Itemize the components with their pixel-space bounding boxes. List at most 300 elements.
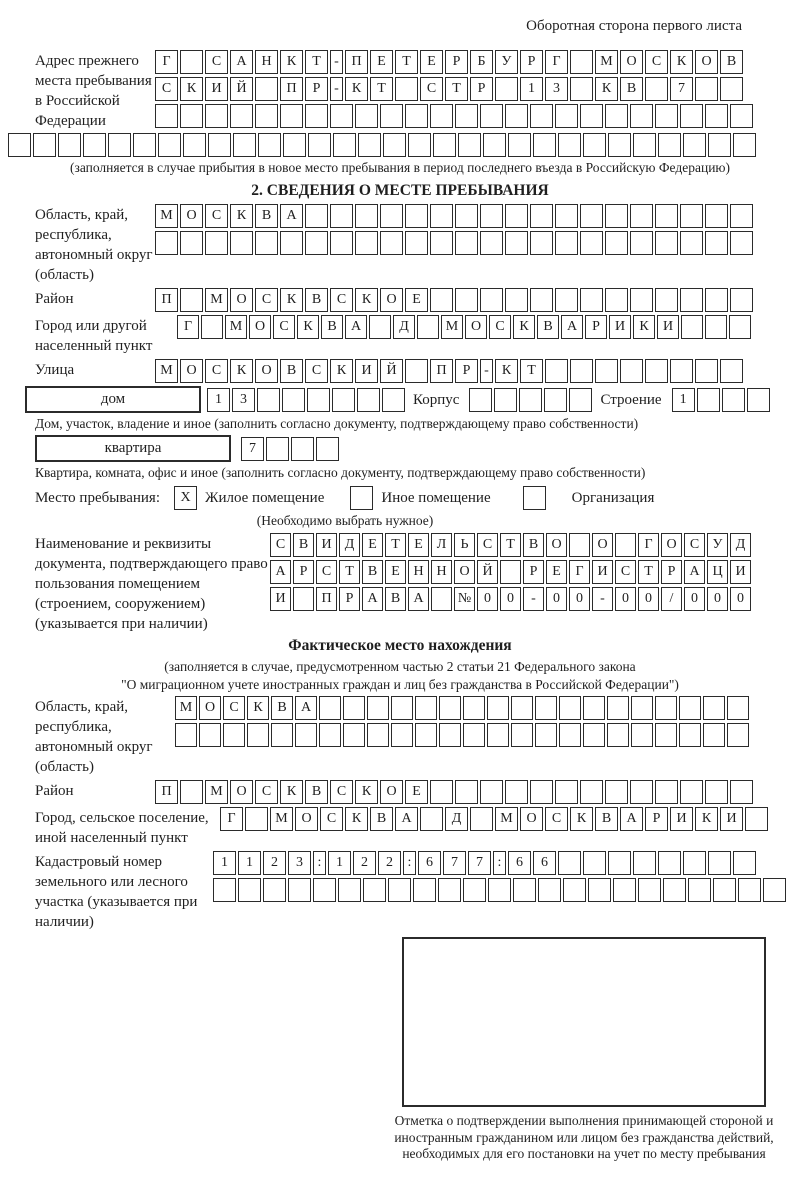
form-cell[interactable]: [430, 204, 453, 228]
form-cell[interactable]: [630, 231, 653, 255]
form-cell[interactable]: С: [223, 696, 245, 720]
form-cell[interactable]: [511, 696, 533, 720]
form-cell[interactable]: №: [454, 587, 475, 611]
form-cell[interactable]: С: [273, 315, 295, 339]
form-cell[interactable]: Т: [339, 560, 360, 584]
form-cell[interactable]: [33, 133, 56, 157]
form-cell[interactable]: [415, 723, 437, 747]
form-cell[interactable]: [583, 851, 606, 875]
form-cell[interactable]: [201, 315, 223, 339]
form-cell[interactable]: [680, 288, 703, 312]
form-cell[interactable]: [530, 780, 553, 804]
form-cell[interactable]: [730, 231, 753, 255]
form-cell[interactable]: [729, 315, 751, 339]
form-cell[interactable]: [620, 359, 643, 383]
form-cell[interactable]: А: [620, 807, 643, 831]
form-cell[interactable]: К: [297, 315, 319, 339]
form-cell[interactable]: С: [489, 315, 511, 339]
form-cell[interactable]: 1: [520, 77, 543, 101]
form-cell[interactable]: [655, 723, 677, 747]
form-cell[interactable]: [655, 288, 678, 312]
form-cell[interactable]: [405, 204, 428, 228]
form-cell[interactable]: О: [454, 560, 475, 584]
form-cell[interactable]: [280, 231, 303, 255]
form-cell[interactable]: [430, 780, 453, 804]
form-cell[interactable]: [680, 104, 703, 128]
form-cell[interactable]: М: [495, 807, 518, 831]
form-cell[interactable]: [705, 288, 728, 312]
form-cell[interactable]: Ц: [707, 560, 728, 584]
form-cell[interactable]: О: [695, 50, 718, 74]
form-cell[interactable]: С: [330, 780, 353, 804]
form-cell[interactable]: [319, 723, 341, 747]
form-cell[interactable]: [463, 723, 485, 747]
form-cell[interactable]: [257, 388, 280, 412]
form-cell[interactable]: У: [495, 50, 518, 74]
form-cell[interactable]: [588, 878, 611, 902]
form-cell[interactable]: С: [255, 288, 278, 312]
form-cell[interactable]: [679, 696, 701, 720]
form-cell[interactable]: [608, 133, 631, 157]
form-cell[interactable]: К: [695, 807, 718, 831]
form-cell[interactable]: [380, 231, 403, 255]
form-cell[interactable]: 3: [232, 388, 255, 412]
form-cell[interactable]: С: [316, 560, 337, 584]
form-cell[interactable]: [355, 231, 378, 255]
form-cell[interactable]: С: [330, 288, 353, 312]
form-cell[interactable]: Т: [370, 77, 393, 101]
form-cell[interactable]: [511, 723, 533, 747]
form-cell[interactable]: Й: [230, 77, 253, 101]
form-cell[interactable]: [535, 723, 557, 747]
form-cell[interactable]: [519, 388, 542, 412]
form-cell[interactable]: [580, 780, 603, 804]
form-cell[interactable]: [205, 231, 228, 255]
form-cell[interactable]: Н: [255, 50, 278, 74]
form-cell[interactable]: С: [255, 780, 278, 804]
form-cell[interactable]: [213, 878, 236, 902]
form-cell[interactable]: [645, 77, 668, 101]
form-cell[interactable]: О: [255, 359, 278, 383]
form-cell[interactable]: Е: [370, 50, 393, 74]
form-cell[interactable]: К: [247, 696, 269, 720]
form-cell[interactable]: [580, 204, 603, 228]
form-cell[interactable]: [530, 231, 553, 255]
form-cell[interactable]: [683, 851, 706, 875]
form-cell[interactable]: О: [592, 533, 613, 557]
form-cell[interactable]: [291, 437, 314, 461]
form-cell[interactable]: [369, 315, 391, 339]
form-cell[interactable]: С: [320, 807, 343, 831]
form-cell[interactable]: [255, 104, 278, 128]
form-cell[interactable]: [613, 878, 636, 902]
form-cell[interactable]: [83, 133, 106, 157]
form-cell[interactable]: Т: [445, 77, 468, 101]
form-cell[interactable]: [559, 696, 581, 720]
form-cell[interactable]: В: [595, 807, 618, 831]
form-cell[interactable]: [631, 723, 653, 747]
form-cell[interactable]: О: [661, 533, 682, 557]
form-cell[interactable]: В: [537, 315, 559, 339]
form-cell[interactable]: О: [520, 807, 543, 831]
form-cell[interactable]: [605, 780, 628, 804]
form-cell[interactable]: [505, 231, 528, 255]
form-cell[interactable]: С: [270, 533, 291, 557]
form-cell[interactable]: [630, 104, 653, 128]
form-cell[interactable]: К: [633, 315, 655, 339]
form-cell[interactable]: [483, 133, 506, 157]
form-cell[interactable]: [555, 104, 578, 128]
form-cell[interactable]: [655, 696, 677, 720]
form-cell[interactable]: [747, 388, 770, 412]
form-cell[interactable]: [558, 133, 581, 157]
form-cell[interactable]: [305, 231, 328, 255]
form-cell[interactable]: К: [570, 807, 593, 831]
form-cell[interactable]: [638, 878, 661, 902]
form-cell[interactable]: А: [270, 560, 291, 584]
form-cell[interactable]: [633, 851, 656, 875]
form-cell[interactable]: [708, 133, 731, 157]
form-cell[interactable]: В: [271, 696, 293, 720]
form-cell[interactable]: [247, 723, 269, 747]
form-cell[interactable]: [730, 204, 753, 228]
form-cell[interactable]: [433, 133, 456, 157]
form-cell[interactable]: [680, 204, 703, 228]
form-cell[interactable]: В: [255, 204, 278, 228]
form-cell[interactable]: К: [345, 807, 368, 831]
form-cell[interactable]: А: [408, 587, 429, 611]
form-cell[interactable]: [438, 878, 461, 902]
form-cell[interactable]: [713, 878, 736, 902]
form-cell[interactable]: Д: [339, 533, 360, 557]
form-cell[interactable]: [330, 204, 353, 228]
form-cell[interactable]: 7: [241, 437, 264, 461]
form-cell[interactable]: О: [295, 807, 318, 831]
form-cell[interactable]: [655, 231, 678, 255]
form-cell[interactable]: К: [355, 780, 378, 804]
form-cell[interactable]: Й: [477, 560, 498, 584]
form-cell[interactable]: [583, 723, 605, 747]
form-cell[interactable]: [494, 388, 517, 412]
form-cell[interactable]: 0: [477, 587, 498, 611]
form-cell[interactable]: [680, 780, 703, 804]
form-cell[interactable]: И: [720, 807, 743, 831]
form-cell[interactable]: Е: [362, 533, 383, 557]
form-cell[interactable]: [282, 388, 305, 412]
form-cell[interactable]: [695, 359, 718, 383]
form-cell[interactable]: И: [205, 77, 228, 101]
form-cell[interactable]: 0: [546, 587, 567, 611]
form-cell[interactable]: [343, 696, 365, 720]
form-cell[interactable]: Б: [470, 50, 493, 74]
form-cell[interactable]: М: [595, 50, 618, 74]
form-cell[interactable]: [283, 133, 306, 157]
form-cell[interactable]: 0: [569, 587, 590, 611]
form-cell[interactable]: К: [495, 359, 518, 383]
form-cell[interactable]: М: [205, 288, 228, 312]
form-cell[interactable]: Е: [385, 560, 406, 584]
form-cell[interactable]: [295, 723, 317, 747]
form-cell[interactable]: Т: [395, 50, 418, 74]
form-cell[interactable]: [333, 133, 356, 157]
form-cell[interactable]: 1: [672, 388, 695, 412]
form-cell[interactable]: [263, 878, 286, 902]
form-cell[interactable]: Д: [445, 807, 468, 831]
form-cell[interactable]: :: [313, 851, 326, 875]
form-cell[interactable]: [655, 780, 678, 804]
form-cell[interactable]: [338, 878, 361, 902]
form-cell[interactable]: В: [293, 533, 314, 557]
form-cell[interactable]: [679, 723, 701, 747]
form-cell[interactable]: [245, 807, 268, 831]
form-cell[interactable]: Р: [293, 560, 314, 584]
form-cell[interactable]: [155, 231, 178, 255]
form-cell[interactable]: М: [205, 780, 228, 804]
form-cell[interactable]: [155, 104, 178, 128]
form-cell[interactable]: [703, 723, 725, 747]
form-cell[interactable]: [391, 696, 413, 720]
form-cell[interactable]: И: [657, 315, 679, 339]
form-cell[interactable]: [108, 133, 131, 157]
form-cell[interactable]: [615, 533, 636, 557]
form-cell[interactable]: К: [330, 359, 353, 383]
form-cell[interactable]: Н: [408, 560, 429, 584]
form-cell[interactable]: 0: [707, 587, 728, 611]
form-cell[interactable]: [683, 133, 706, 157]
form-cell[interactable]: [430, 231, 453, 255]
form-cell[interactable]: /: [661, 587, 682, 611]
form-cell[interactable]: [271, 723, 293, 747]
form-cell[interactable]: [355, 104, 378, 128]
form-cell[interactable]: [670, 359, 693, 383]
apartment-type-box[interactable]: [35, 435, 231, 462]
form-cell[interactable]: [480, 288, 503, 312]
form-cell[interactable]: 7: [468, 851, 491, 875]
form-cell[interactable]: [555, 231, 578, 255]
form-cell[interactable]: [655, 104, 678, 128]
form-cell[interactable]: [238, 878, 261, 902]
form-cell[interactable]: Т: [638, 560, 659, 584]
form-cell[interactable]: -: [330, 77, 343, 101]
form-cell[interactable]: [605, 288, 628, 312]
form-cell[interactable]: Ь: [454, 533, 475, 557]
form-cell[interactable]: [183, 133, 206, 157]
form-cell[interactable]: [199, 723, 221, 747]
form-cell[interactable]: [288, 878, 311, 902]
form-cell[interactable]: [470, 807, 493, 831]
form-cell[interactable]: [655, 204, 678, 228]
form-cell[interactable]: -: [330, 50, 343, 74]
form-cell[interactable]: [266, 437, 289, 461]
form-cell[interactable]: [658, 851, 681, 875]
form-cell[interactable]: Й: [380, 359, 403, 383]
form-cell[interactable]: А: [345, 315, 367, 339]
form-cell[interactable]: [180, 50, 203, 74]
residential-checkbox[interactable]: X: [174, 486, 197, 510]
form-cell[interactable]: О: [380, 288, 403, 312]
form-cell[interactable]: [583, 133, 606, 157]
form-cell[interactable]: [513, 878, 536, 902]
form-cell[interactable]: М: [175, 696, 197, 720]
form-cell[interactable]: [658, 133, 681, 157]
form-cell[interactable]: [305, 204, 328, 228]
form-cell[interactable]: М: [155, 204, 178, 228]
form-cell[interactable]: 0: [500, 587, 521, 611]
form-cell[interactable]: П: [155, 780, 178, 804]
form-cell[interactable]: [455, 204, 478, 228]
form-cell[interactable]: [308, 133, 331, 157]
form-cell[interactable]: [631, 696, 653, 720]
form-cell[interactable]: [530, 204, 553, 228]
form-cell[interactable]: [681, 315, 703, 339]
form-cell[interactable]: П: [430, 359, 453, 383]
form-cell[interactable]: [645, 359, 668, 383]
form-cell[interactable]: [605, 104, 628, 128]
form-cell[interactable]: [733, 851, 756, 875]
form-cell[interactable]: У: [707, 533, 728, 557]
form-cell[interactable]: [458, 133, 481, 157]
form-cell[interactable]: [480, 104, 503, 128]
form-cell[interactable]: Д: [730, 533, 751, 557]
form-cell[interactable]: [480, 780, 503, 804]
form-cell[interactable]: [469, 388, 492, 412]
form-cell[interactable]: П: [316, 587, 337, 611]
form-cell[interactable]: С: [205, 50, 228, 74]
form-cell[interactable]: [745, 807, 768, 831]
form-cell[interactable]: [608, 851, 631, 875]
form-cell[interactable]: [380, 104, 403, 128]
form-cell[interactable]: К: [345, 77, 368, 101]
form-cell[interactable]: [405, 104, 428, 128]
form-cell[interactable]: 7: [670, 77, 693, 101]
form-cell[interactable]: [463, 696, 485, 720]
form-cell[interactable]: [680, 231, 703, 255]
form-cell[interactable]: А: [230, 50, 253, 74]
form-cell[interactable]: [208, 133, 231, 157]
form-cell[interactable]: 2: [353, 851, 376, 875]
form-cell[interactable]: [319, 696, 341, 720]
form-cell[interactable]: Р: [305, 77, 328, 101]
form-cell[interactable]: [158, 133, 181, 157]
form-cell[interactable]: [487, 723, 509, 747]
form-cell[interactable]: О: [230, 288, 253, 312]
form-cell[interactable]: [431, 587, 452, 611]
form-cell[interactable]: О: [199, 696, 221, 720]
form-cell[interactable]: [727, 696, 749, 720]
form-cell[interactable]: В: [321, 315, 343, 339]
form-cell[interactable]: [763, 878, 786, 902]
form-cell[interactable]: М: [270, 807, 293, 831]
form-cell[interactable]: -: [592, 587, 613, 611]
form-cell[interactable]: Е: [546, 560, 567, 584]
form-cell[interactable]: 0: [615, 587, 636, 611]
form-cell[interactable]: И: [316, 533, 337, 557]
form-cell[interactable]: [258, 133, 281, 157]
form-cell[interactable]: [455, 288, 478, 312]
form-cell[interactable]: [559, 723, 581, 747]
form-cell[interactable]: 1: [207, 388, 230, 412]
form-cell[interactable]: [500, 560, 521, 584]
form-cell[interactable]: 1: [213, 851, 236, 875]
form-cell[interactable]: [175, 723, 197, 747]
form-cell[interactable]: [313, 878, 336, 902]
form-cell[interactable]: [535, 696, 557, 720]
form-cell[interactable]: [8, 133, 31, 157]
form-cell[interactable]: Г: [545, 50, 568, 74]
form-cell[interactable]: 0: [730, 587, 751, 611]
form-cell[interactable]: [570, 50, 593, 74]
form-cell[interactable]: [417, 315, 439, 339]
form-cell[interactable]: [405, 231, 428, 255]
form-cell[interactable]: К: [355, 288, 378, 312]
form-cell[interactable]: [395, 77, 418, 101]
form-cell[interactable]: К: [280, 50, 303, 74]
form-cell[interactable]: 7: [443, 851, 466, 875]
form-cell[interactable]: [569, 388, 592, 412]
form-cell[interactable]: [316, 437, 339, 461]
form-cell[interactable]: [563, 878, 586, 902]
form-cell[interactable]: 6: [418, 851, 441, 875]
form-cell[interactable]: [332, 388, 355, 412]
form-cell[interactable]: Г: [638, 533, 659, 557]
form-cell[interactable]: В: [305, 780, 328, 804]
form-cell[interactable]: Г: [177, 315, 199, 339]
form-cell[interactable]: С: [645, 50, 668, 74]
form-cell[interactable]: [630, 204, 653, 228]
form-cell[interactable]: [495, 77, 518, 101]
form-cell[interactable]: [663, 878, 686, 902]
form-cell[interactable]: И: [355, 359, 378, 383]
form-cell[interactable]: И: [270, 587, 291, 611]
form-cell[interactable]: [367, 696, 389, 720]
form-cell[interactable]: К: [280, 780, 303, 804]
form-cell[interactable]: [505, 204, 528, 228]
form-cell[interactable]: А: [280, 204, 303, 228]
form-cell[interactable]: А: [395, 807, 418, 831]
form-cell[interactable]: [223, 723, 245, 747]
form-cell[interactable]: [530, 288, 553, 312]
form-cell[interactable]: И: [609, 315, 631, 339]
form-cell[interactable]: 0: [638, 587, 659, 611]
form-cell[interactable]: Р: [661, 560, 682, 584]
form-cell[interactable]: К: [230, 204, 253, 228]
form-cell[interactable]: О: [249, 315, 271, 339]
form-cell[interactable]: Г: [569, 560, 590, 584]
form-cell[interactable]: [720, 77, 743, 101]
form-cell[interactable]: 2: [263, 851, 286, 875]
form-cell[interactable]: Р: [339, 587, 360, 611]
form-cell[interactable]: А: [684, 560, 705, 584]
form-cell[interactable]: В: [523, 533, 544, 557]
form-cell[interactable]: 3: [288, 851, 311, 875]
form-cell[interactable]: О: [180, 359, 203, 383]
form-cell[interactable]: [391, 723, 413, 747]
form-cell[interactable]: К: [180, 77, 203, 101]
form-cell[interactable]: В: [280, 359, 303, 383]
form-cell[interactable]: [463, 878, 486, 902]
form-cell[interactable]: [630, 780, 653, 804]
form-cell[interactable]: [343, 723, 365, 747]
form-cell[interactable]: [558, 851, 581, 875]
form-cell[interactable]: А: [561, 315, 583, 339]
form-cell[interactable]: [480, 231, 503, 255]
form-cell[interactable]: [555, 204, 578, 228]
organization-checkbox[interactable]: [523, 486, 546, 510]
house-type-box[interactable]: [25, 386, 201, 413]
form-cell[interactable]: [697, 388, 720, 412]
form-cell[interactable]: [430, 104, 453, 128]
form-cell[interactable]: С: [205, 359, 228, 383]
